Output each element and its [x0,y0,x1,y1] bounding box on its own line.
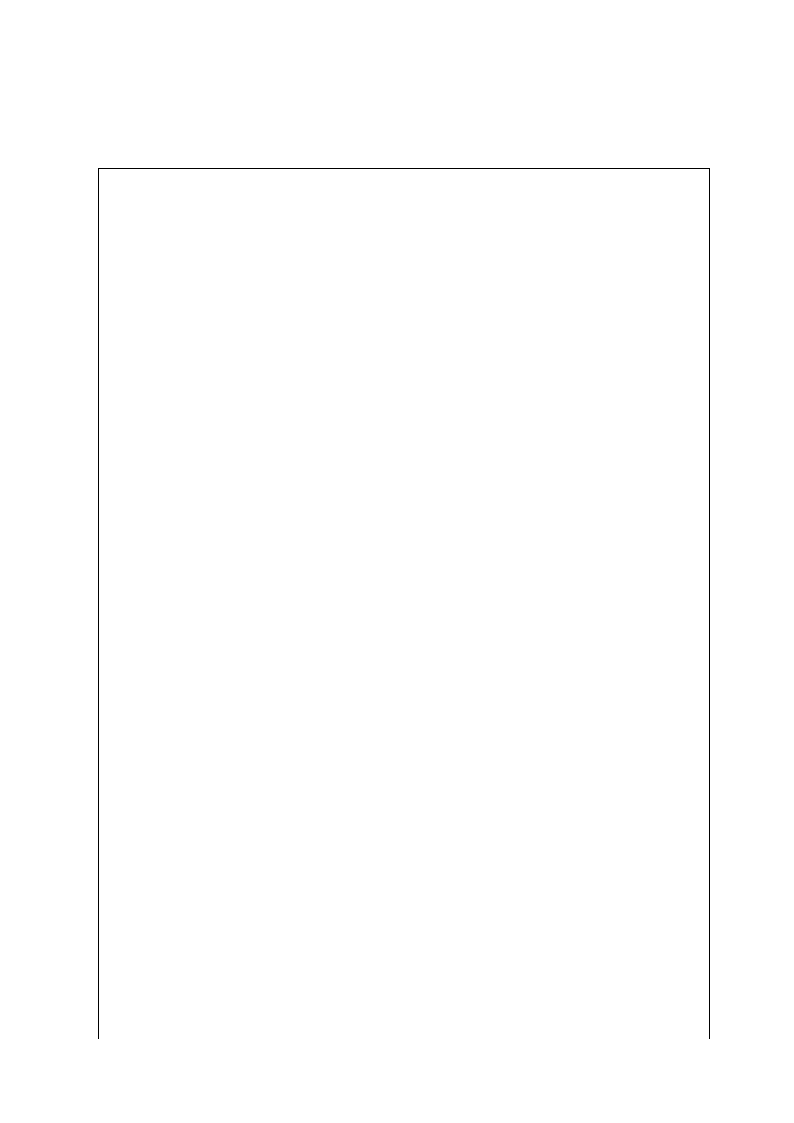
inspection-form [98,168,710,1039]
